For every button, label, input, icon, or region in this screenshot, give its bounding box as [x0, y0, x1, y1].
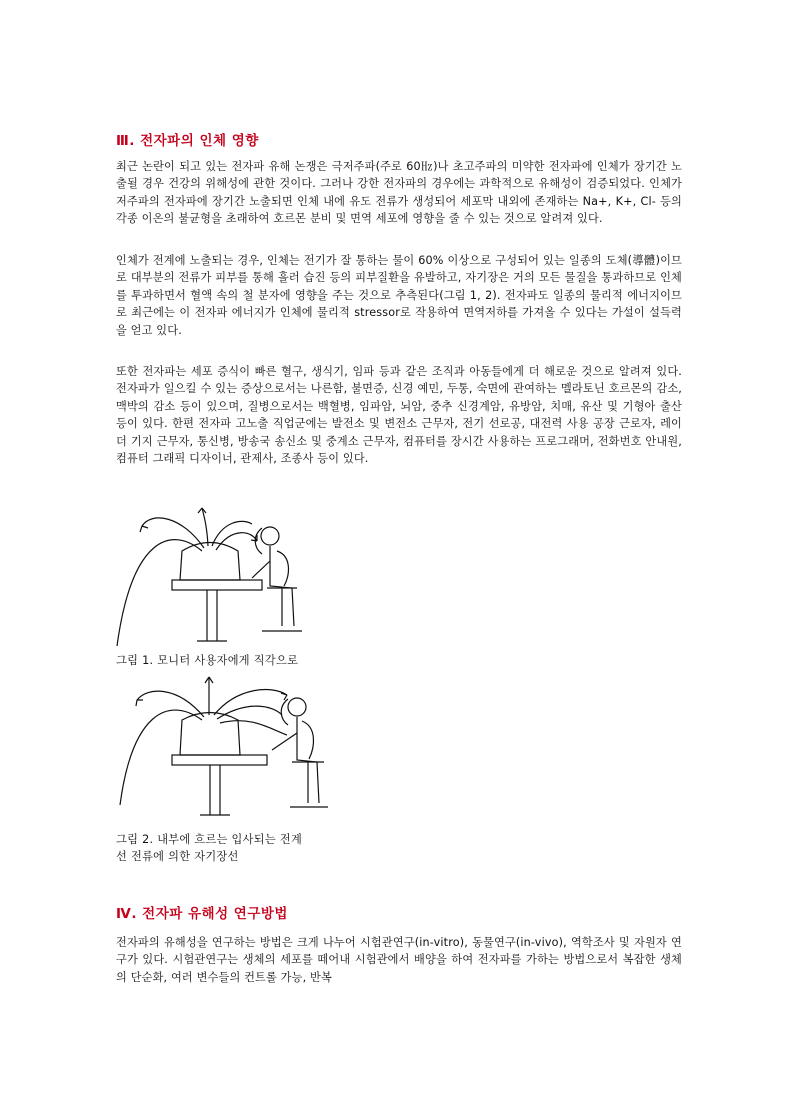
section-4-heading: Ⅳ. 전자파 유해성 연구방법	[116, 906, 288, 922]
section-3-heading: Ⅲ. 전자파의 인체 영향	[116, 133, 259, 149]
section-4-paragraph-1: 전자파의 유해성을 연구하는 방법은 크게 나누어 시험관연구(in-vitro), 동물연구(in-vivo), 역학조사 및 자원자 연구가 있다. 시험관연구는 생체의 세포를 떼어내 시험관에서 배양을 하여 전자파를 가하는 방법으로서 복잡한 생체의 단순화, 여러 변수들의 컨트롤 가능, 반복	[116, 936, 682, 984]
section-3-paragraph-1: 최근 논란이 되고 있는 전자파 유해 논쟁은 극저주파(주로 60㎐)나 초고주파의 미약한 전자파에 인체가 장기간 노출될 경우 건강의 위해성에 관한 것이다. 그러나 강한 전자파의 경우에는 과학적으로 유해성이 검증되었다. 인체가 저주파의 전자파에 장기간 노출되면 인체 내에 유도 전류가 생성되어 세포막 내외에 존재하는 Na+, K+, Cl- 등의 각종 이온의 불균형을 초래하여 호르몬 분비 및 면역 세포에 영향을 줄 수 있는 것으로 알려져 있다.	[116, 160, 682, 226]
figure-2-illustration	[112, 675, 352, 825]
figure-2-drawing	[112, 675, 352, 825]
figure-2-caption-line-2: 선 전류에 의한 자기장선	[116, 850, 239, 863]
figure-1-illustration	[112, 506, 352, 656]
section-3-paragraph-3: 또한 전자파는 세포 증식이 빠른 혈구, 생식기, 임파 등과 같은 조직과 아동들에게 더 해로운 것으로 알려져 있다. 전자파가 일으킬 수 있는 증상으로서는 나른함, 불면증, 신경 예민, 두통, 숙면에 관여하는 멜라토닌 호르몬의 감소, 맥박의 감소 등이 있으며, 질병으로서는 백혈병, 임파암, 뇌암, 중추 신경계암, 유방암, 치매, 유산 및 기형아 출산 등이 있다. 한편 전자파 고노출 직업군에는 발전소 및 변전소 근무자, 전기 선로공, 대전력 사용 공장 근로자, 레이더 기지 근무자, 통신병, 방송국 송신소 및 중계소 근무자, 컴퓨터를 장시간 사용하는 프로그래머, 전화번호 안내원, 컴퓨터 그래픽 디자이너, 관제사, 조종사 등이 있다.	[116, 365, 682, 466]
figure-1-caption: 그림 1. 모니터 사용자에게 직각으로	[116, 654, 299, 667]
figure-1-drawing	[112, 506, 352, 656]
section-3-paragraph-2: 인체가 전계에 노출되는 경우, 인체는 전기가 잘 통하는 물이 60% 이상으로 구성되어 있는 일종의 도체(導體)이므로 대부분의 전류가 피부를 통해 흘러 습진 등의 피부질환을 유발하고, 자기장은 거의 모든 물질을 통과하므로 인체를 투과하면서 혈액 속의 철 분자에 영향을 주는 것으로 추측된다(그림 1, 2). 전자파도 일종의 물리적 에너지이므로 최근에는 이 전자파 에너지가 인체에 물리적 stressor로 작용하여 면역저하를 가져올 수 있다는 가설이 설득력을 얻고 있다.	[116, 254, 682, 337]
figure-2-caption-line-1: 그림 2. 내부에 흐르는 입사되는 전계	[116, 833, 303, 846]
